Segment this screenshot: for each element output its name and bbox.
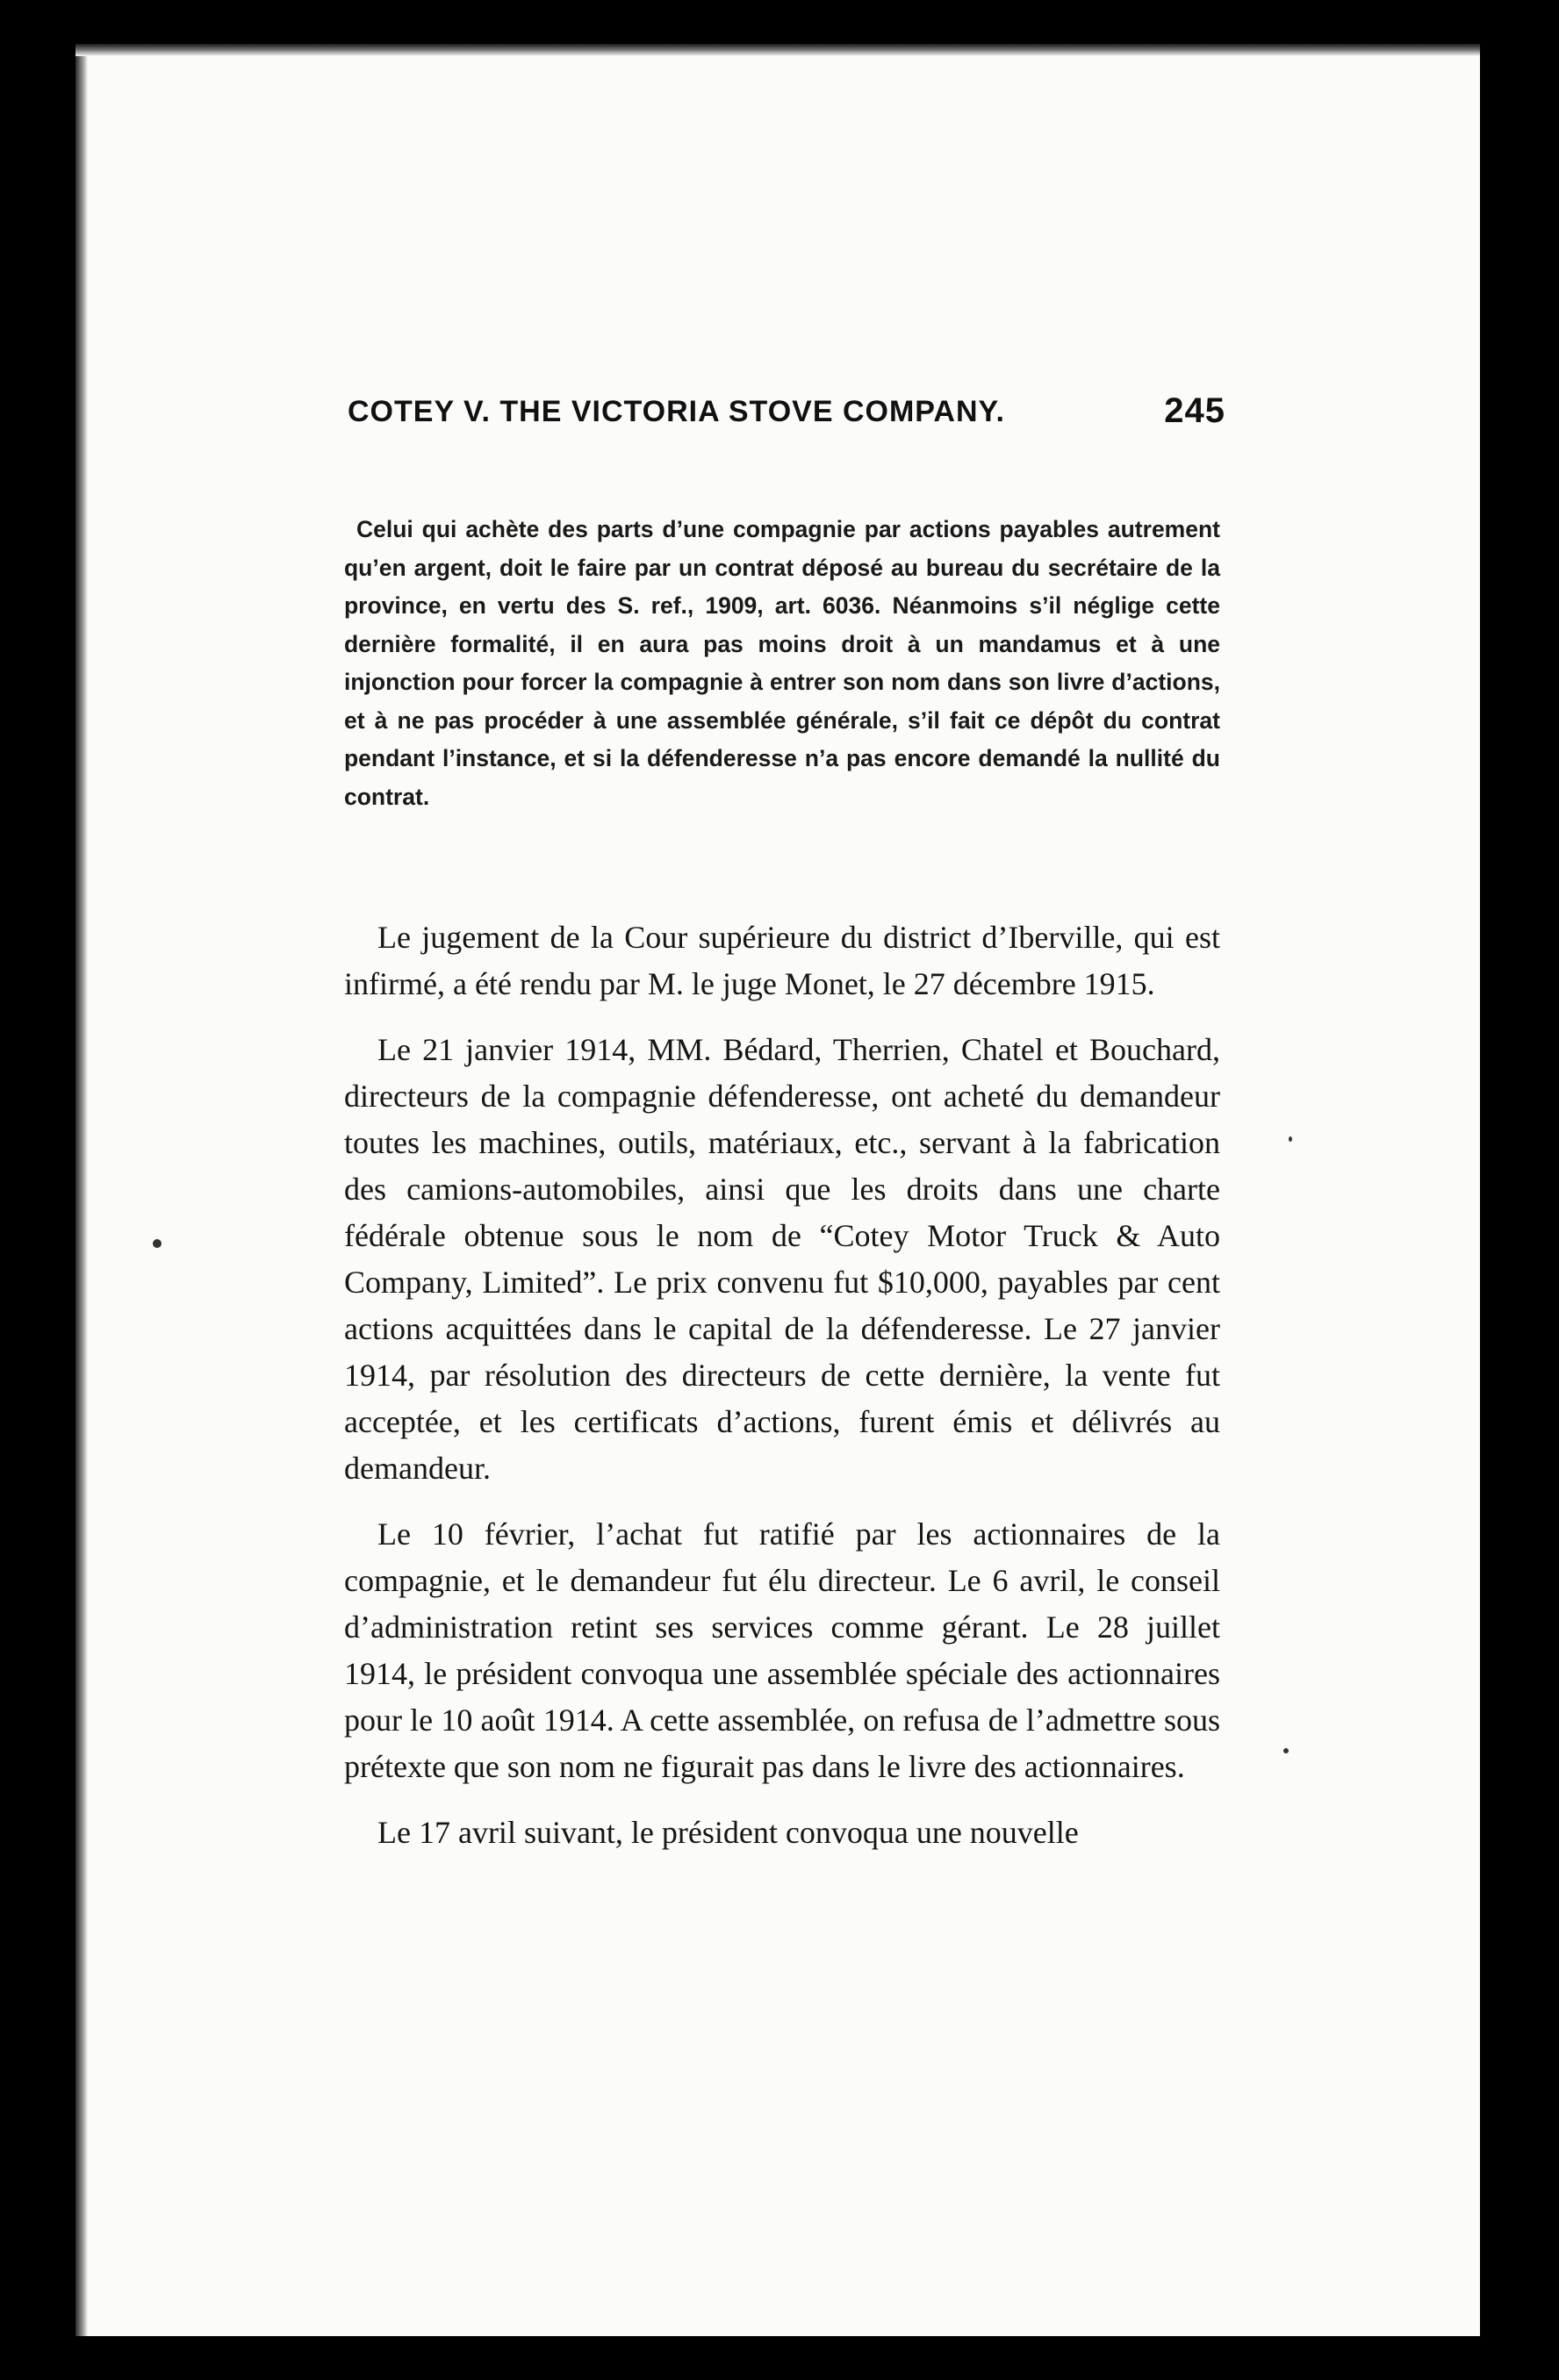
paragraph: Le 10 février, l’achat fut ratifié par les actionnaires de la compagnie, et le demandeur fut élu directeur. Le 6 avril, le conseil d’administration retint ses services comme gérant. Le 28 juillet 1914, le président convoqua une assemblée spéciale des actionnaires pour le 10 août 1914. A cette assemblée, on refusa de l’admettre sous prétexte que son nom ne figurait pas dans le livre des actionnaires. bbox=[344, 1516, 1220, 1784]
paragraph: Le 17 avril suivant, le président convoqua une nouvelle bbox=[377, 1815, 1079, 1850]
page-edge-shadow bbox=[75, 44, 1480, 56]
running-title: COTEY V. THE VICTORIA STOVE COMPANY. bbox=[348, 395, 1005, 428]
scanned-page bbox=[75, 44, 1480, 2336]
page-number: 245 bbox=[1164, 391, 1225, 430]
scan-speck bbox=[1289, 1136, 1292, 1142]
scan-speck bbox=[153, 1239, 162, 1248]
paragraph: Le jugement de la Cour supérieure du district d’Iberville, qui est infirmé, a été rendu par M. le juge Monet, le 27 décembre 1915. bbox=[344, 920, 1220, 1001]
paragraph: Le 21 janvier 1914, MM. Bédard, Therrien, Chatel et Bouchard, directeurs de la compagnie défenderesse, ont acheté du demandeur toutes les machines, outils, matériaux, etc., servant à la fabrication des camions-automobiles, ainsi que les droits dans une charte fédérale obtenue sous le nom de “Cotey Motor Truck & Auto Company, Limited”. Le prix convenu fut $10,000, payables par cent actions acquittées dans le capital de la défenderesse. Le 27 janvier 1914, par résolution des directeurs de cette dernière, la vente fut acceptée, et les certificats d’actions, furent émis et délivrés au demandeur. bbox=[344, 1032, 1220, 1486]
body-text bbox=[344, 914, 1220, 1856]
scan-speck bbox=[1283, 1748, 1289, 1753]
running-head bbox=[348, 391, 1225, 448]
headnote bbox=[344, 511, 1220, 816]
headnote-text: Celui qui achète des parts d’une compagnie par actions payables autrement qu’en argent, doit le faire par un contrat déposé au bureau du secrétaire de la province, en vertu des S. ref., 1909, art. 6036. Néanmoins s’il néglige cette dernière formalité, il en aura pas moins droit à un mandamus et à une injonction pour forcer la compagnie à entrer son nom dans son livre d’actions, et à ne pas procéder à une assemblée générale, s’il fait ce dépôt du contrat pendant l’instance, et si la défenderesse n’a pas encore demandé la nullité du contrat. bbox=[344, 516, 1220, 810]
